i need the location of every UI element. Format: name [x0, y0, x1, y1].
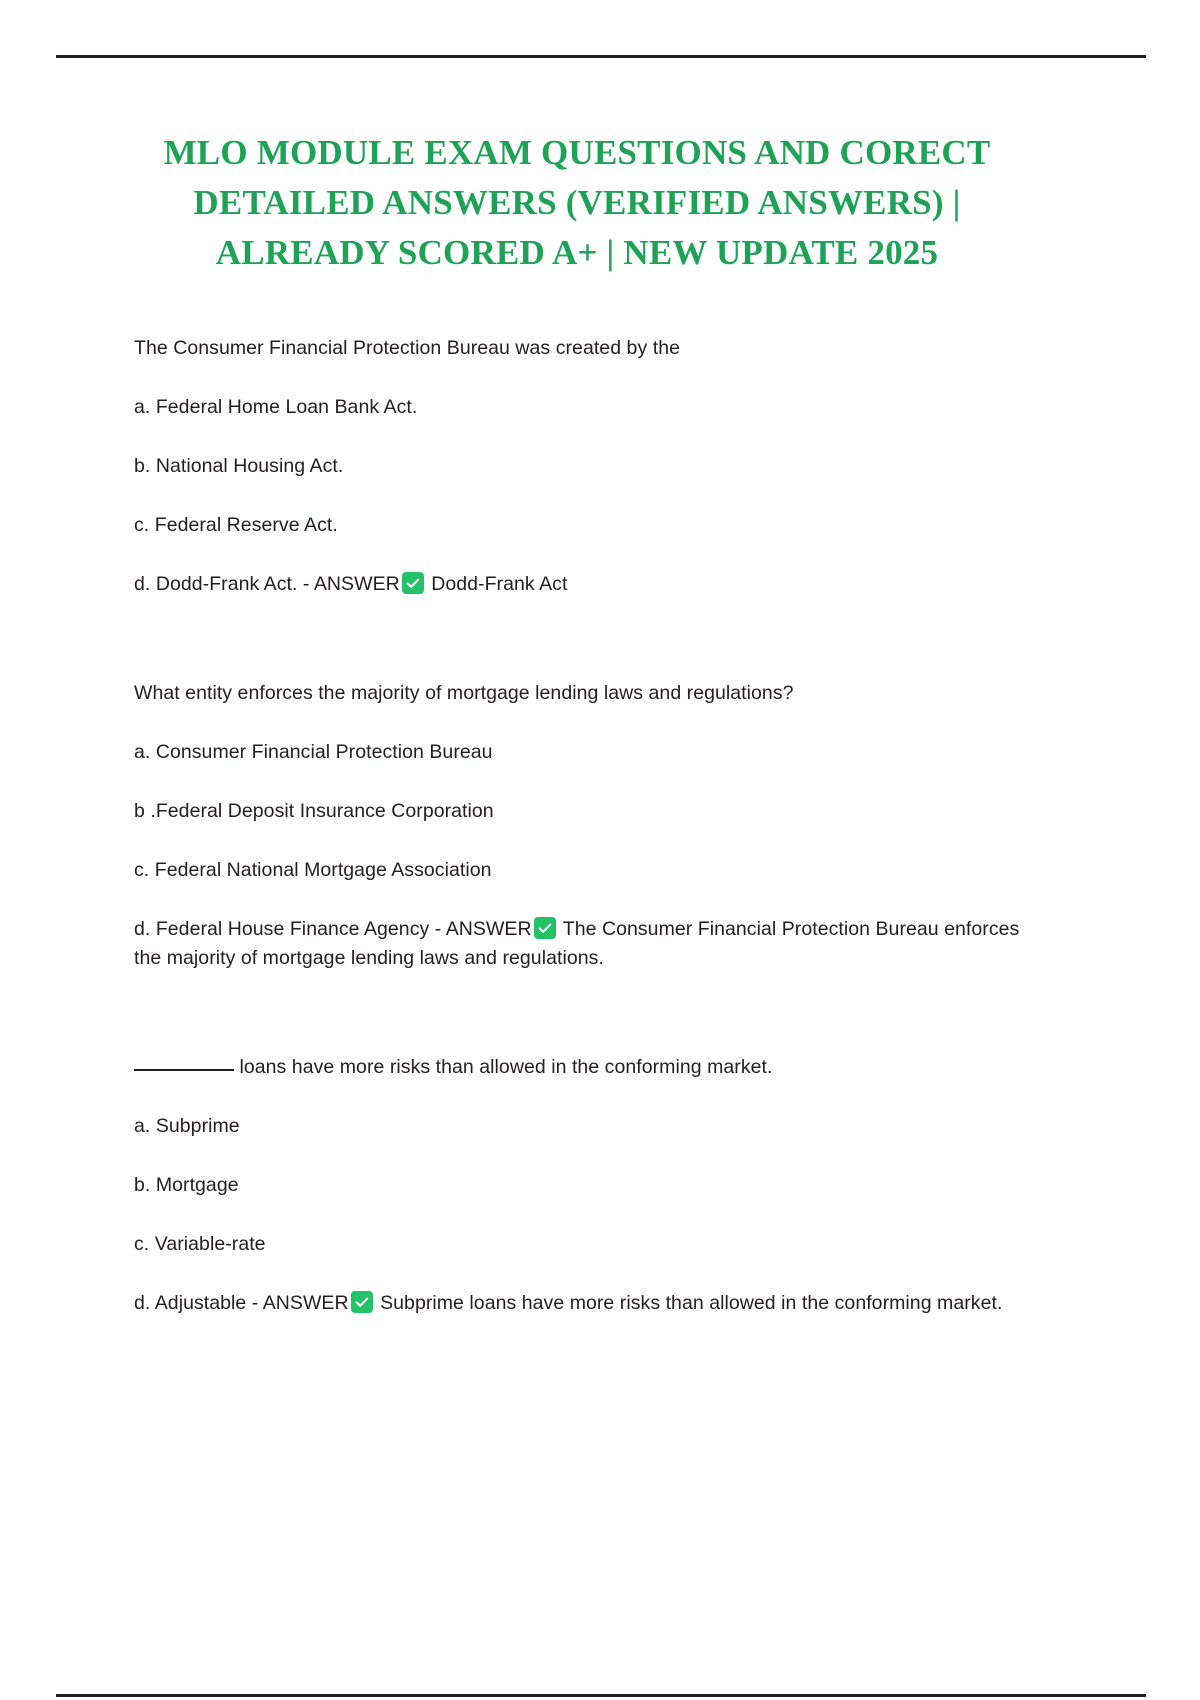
answer-text: Subprime loans have more risks than allowed in the conforming market. [380, 1292, 1003, 1314]
question-block-3 [134, 1053, 1020, 1318]
question-block-2 [134, 679, 1020, 973]
footer-divider-rule [56, 1694, 1146, 1697]
question-option[interactable]: b. National Housing Act. [134, 455, 344, 477]
question-answer-line [134, 570, 1020, 599]
question-option[interactable]: c. Federal Reserve Act. [134, 514, 338, 536]
answer-text: The Consumer Financial Protection Bureau enforces the majority of mortgage lending laws and regulations. [134, 918, 1020, 969]
question-option[interactable]: c. Federal National Mortgage Association [134, 859, 492, 881]
check-badge-icon [351, 1291, 373, 1313]
check-badge-icon [534, 917, 556, 939]
answer-option-label: d. Federal House Finance Agency - ANSWER [134, 918, 532, 940]
question-prompt: The Consumer Financial Protection Bureau was created by the [134, 337, 680, 359]
header-divider-rule [56, 55, 1146, 58]
answer-option-label: d. Adjustable - ANSWER [134, 1292, 349, 1314]
question-option[interactable]: b. Mortgage [134, 1174, 239, 1196]
question-block-1 [134, 334, 1020, 599]
page-title: MLO MODULE EXAM QUESTIONS AND CORECT DETAILED ANSWERS (VERIFIED ANSWERS) | ALREADY SCORED A+ | NEW UPDATE 2025 [163, 133, 991, 272]
answer-option-label: d. Dodd-Frank Act. - ANSWER [134, 573, 400, 595]
questions-list [134, 334, 1020, 1318]
question-option[interactable]: b .Federal Deposit Insurance Corporation [134, 800, 494, 822]
question-option[interactable]: a. Subprime [134, 1115, 240, 1137]
question-answer-line [134, 1289, 1020, 1318]
question-prompt [134, 1053, 1020, 1082]
question-prompt: What entity enforces the majority of mortgage lending laws and regulations? [134, 682, 794, 704]
question-option[interactable]: a. Federal Home Loan Bank Act. [134, 396, 418, 418]
question-prompt-text: loans have more risks than allowed in the conforming market. [234, 1056, 773, 1078]
question-answer-line [134, 915, 1020, 973]
question-option[interactable]: c. Variable-rate [134, 1233, 266, 1255]
check-badge-icon [402, 572, 424, 594]
answer-text: Dodd-Frank Act [431, 573, 568, 595]
question-option[interactable]: a. Consumer Financial Protection Bureau [134, 741, 493, 763]
page-content [134, 128, 1020, 1348]
fill-in-blank [134, 1054, 234, 1071]
